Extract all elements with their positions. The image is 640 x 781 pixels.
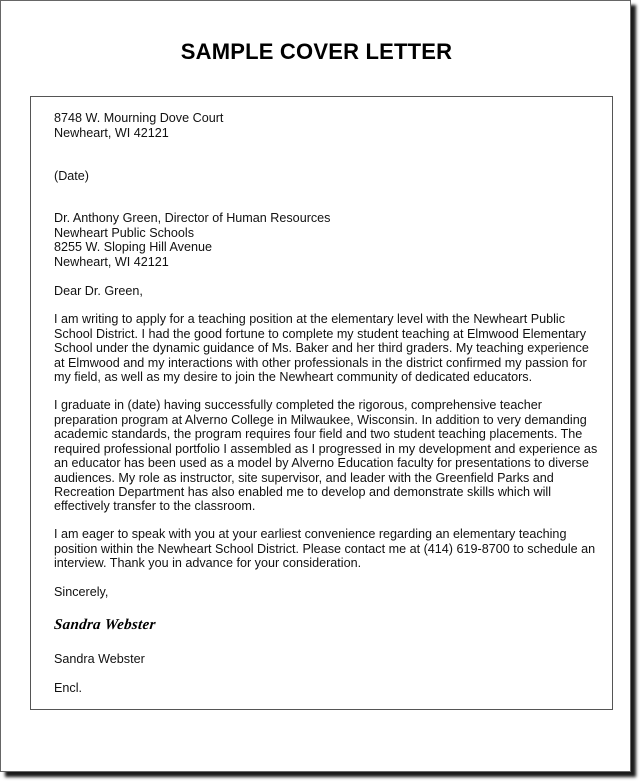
enclosure-note: Encl. bbox=[54, 681, 82, 695]
salutation: Dear Dr. Green, bbox=[54, 284, 143, 298]
recipient-organization: Newheart Public Schools bbox=[54, 226, 195, 240]
paragraph-1-line: I am writing to apply for a teaching position at the elementary level with the Newheart Public bbox=[54, 312, 566, 326]
handwritten-signature: Sandra Webster bbox=[53, 617, 157, 633]
recipient-name-title: Dr. Anthony Green, Director of Human Resources bbox=[54, 211, 331, 225]
paragraph-2-line: preparation program at Alverno College in Milwaukee, Wisconsin. In addition to very demanding bbox=[54, 413, 587, 427]
paragraph-2-line: I graduate in (date) having successfully completed the rigorous, comprehensive teacher bbox=[54, 398, 542, 412]
paragraph-3-line: interview. Thank you in advance for your consideration. bbox=[54, 556, 362, 570]
page-title: SAMPLE COVER LETTER bbox=[180, 39, 453, 64]
paragraph-2-line: an educator has been used as a model by Alverno Education faculty for presentations to diverse bbox=[54, 456, 589, 470]
paragraph-2-line: effectively transfer to the classroom. bbox=[54, 499, 256, 513]
paragraph-3-line: position within the Newheart School District. Please contact me at (414) 619-8700 to schedule an bbox=[54, 542, 596, 556]
recipient-city: Newheart, WI 42121 bbox=[54, 255, 169, 269]
recipient-street: 8255 W. Sloping Hill Avenue bbox=[54, 240, 212, 254]
letter-date: (Date) bbox=[54, 169, 89, 183]
sender-street: 8748 W. Mourning Dove Court bbox=[54, 111, 224, 125]
paragraph-1-line: at Elmwood and my interactions with other professionals in the district confirmed my passion for bbox=[54, 356, 587, 370]
paragraph-1-line: my field, as well as my desire to join the Newheart community of dedicated educators. bbox=[54, 370, 533, 384]
paragraph-3-line: I am eager to speak with you at your earliest convenience regarding an elementary teaching bbox=[54, 527, 567, 541]
paragraph-1-line: School under the dynamic guidance of Ms. Baker and her third graders. My teaching experience bbox=[54, 341, 589, 355]
closing: Sincerely, bbox=[54, 585, 109, 599]
paragraph-2-line: audiences. My role as instructor, site supervisor, and leader with the Greenfield Parks and bbox=[54, 471, 554, 485]
sender-city: Newheart, WI 42121 bbox=[54, 126, 169, 140]
paragraph-2-line: required professional portfolio I assembled as I progressed in my development and experience as bbox=[54, 442, 598, 456]
paragraph-1-line: School District. I had the good fortune to complete my student teaching at Elmwood Elementary bbox=[54, 327, 587, 341]
paragraph-2-line: academic standards, the program requires four field and two student teaching placements. The bbox=[54, 427, 583, 441]
paragraph-2-line: Recreation Department has also enabled me to develop and demonstrate skills which will bbox=[54, 485, 552, 499]
typed-name: Sandra Webster bbox=[54, 652, 145, 666]
